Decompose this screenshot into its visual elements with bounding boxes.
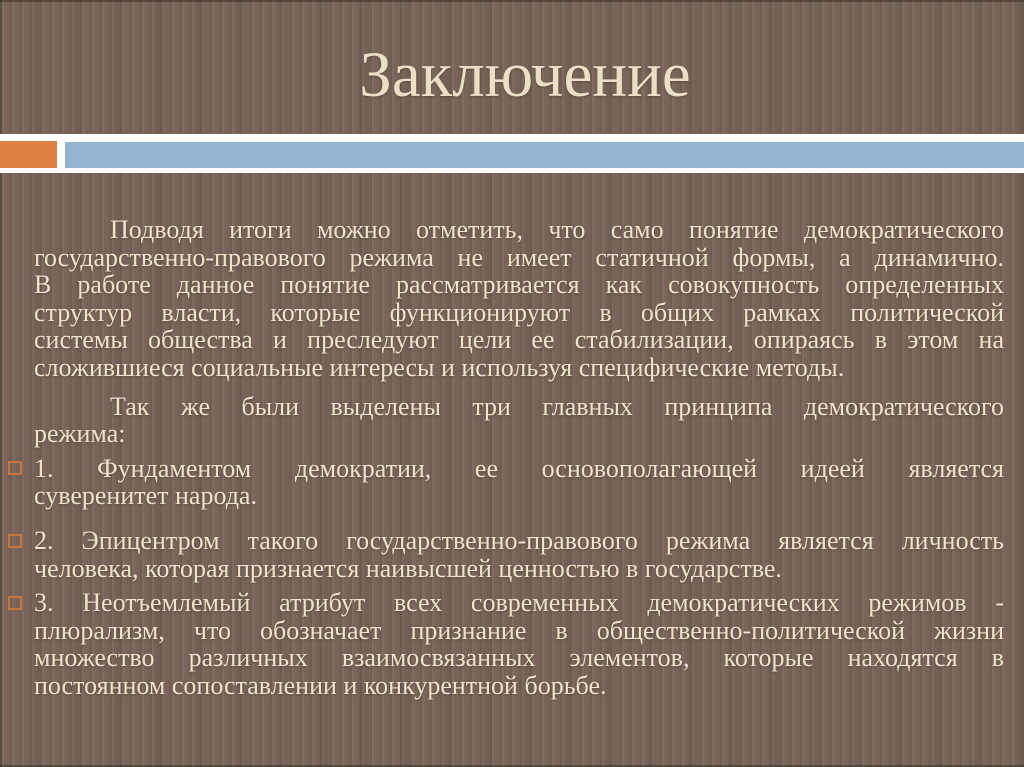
text-line: режима: xyxy=(34,419,126,449)
text-line: 1. Фундаментом демократии, ее основополагающей идеей является xyxy=(34,453,1004,483)
accent-blue-bar xyxy=(65,142,1024,168)
text-line: Так же были выделены три главных принципа демократического xyxy=(110,391,1004,421)
accent-band xyxy=(0,134,1024,173)
bullet-square-icon xyxy=(8,461,22,475)
bullet-square-icon xyxy=(8,534,22,548)
text-line: 2. Эпицентром такого государственно-правового режима является личность xyxy=(34,525,1004,555)
text-line: В работе данное понятие рассматривается как совокупность определенных xyxy=(34,270,1004,300)
paragraph-conclusion xyxy=(34,216,1004,382)
text-line: 3. Неотъемлемый атрибут всех современных демократических режимов - xyxy=(34,588,1004,618)
bullet-item-1 xyxy=(34,455,1004,510)
bullet-square-icon xyxy=(8,596,22,610)
paragraph-principles-intro xyxy=(34,393,1004,448)
slide-title: Заключение xyxy=(359,39,691,111)
text-line: плюрализм, что обозначает признание в общественно-политической жизни xyxy=(34,615,1004,645)
text-line: структур власти, которые функционируют в общих рамках политической xyxy=(34,297,1004,327)
accent-orange-square xyxy=(0,141,57,168)
text-line: множество различных взаимосвязанных элементов, которые находятся в xyxy=(34,643,1004,673)
text-line: сложившиеся социальные интересы и используя специфические методы. xyxy=(34,352,845,382)
bullet-item-3 xyxy=(34,589,1004,699)
text-line: Подводя итоги можно отметить, что само понятие демократического xyxy=(110,215,1004,244)
slide-body xyxy=(34,216,1004,700)
text-line: постоянном сопоставлении и конкурентной борьбе. xyxy=(34,670,607,700)
text-line: государственно-правового режима не имеет статичной формы, а динамично. xyxy=(34,242,1004,272)
bullet-item-2 xyxy=(34,527,1004,582)
text-line: системы общества и преследуют цели ее стабилизации, опираясь в этом на xyxy=(34,325,1004,355)
text-line: суверенитет народа. xyxy=(34,481,257,511)
text-line: человека, которая признается наивысшей ценностью в государстве. xyxy=(34,553,782,583)
